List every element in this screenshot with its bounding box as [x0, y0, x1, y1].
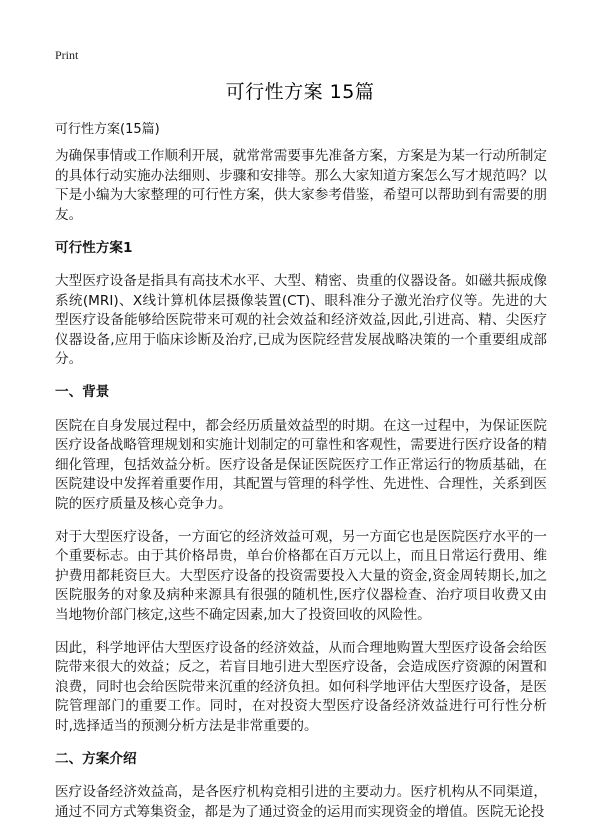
- section1-paragraph: 大型医疗设备是指具有高技术水平、大型、精密、贵重的仪器设备。如磁共振成像系统(MRI)、X线计算机体层摄像装置(CT)、眼科准分子激光治疗仪等。先进的大型医疗设备能够给医院带来可观的社会效益和经济效益,因此,引进高、精、尖医疗仪器设备,应用于临床诊断及治疗,已成为医院经营发展战略决策的一个重要组成部分。: [55, 273, 547, 368]
- print-label: Print: [55, 48, 79, 62]
- background-paragraph-2: 对于大型医疗设备，一方面它的经济效益可观，另一方面它也是医院医疗水平的一个重要标志。由于其价格昂贵，单台价格都在百万元以上，而且日常运行费用、维护费用都耗资巨大。大型医疗设备的投资需要投入大量的资金,资金周转期长,加之医院服务的对象及病种来源具有很强的随机性,医疗仪器检查、治疗项目收费又由当地物价部门核定,这些不确定因素,加大了投资回收的风险性。: [55, 528, 547, 623]
- background-paragraph-1: 医院在自身发展过程中，都会经历质量效益型的时期。在这一过程中，为保证医院医疗设备战略管理规划和实施计划制定的可靠性和客观性，需要进行医疗设备的精细化管理，包括效益分析。医疗设备是保证医院医疗工作正常运行的物质基础，在医院建设中发挥着重要作用，其配置与管理的科学性、先进性、合理性，关系到医院的医疗质量及核心竞争力。: [55, 417, 547, 512]
- background-heading: 一、背景: [55, 384, 110, 401]
- plan-intro-heading: 二、方案介绍: [55, 750, 137, 767]
- background-paragraph-3: 因此，科学地评估大型医疗设备的经济效益，从而合理地购置大型医疗设备会给医院带来很大的效益；反之，若盲目地引进大型医疗设备，会造成医疗资源的闲置和浪费，同时也会给医院带来沉重的经济负担。如何科学地评估大型医疗设备，是医院管理部门的重要工作。同时，在对投资大型医疗设备经济效益进行可行性分析时,选择适当的预测分析方法是非常重要的。: [55, 639, 547, 734]
- document-title: 可行性方案 15篇: [225, 81, 375, 103]
- plan-intro-paragraph: 医疗设备经济效益高，是各医疗机构竞相引进的主要动力。医疗机构从不同渠道，通过不同方式筹集资金，都是为了通过资金的运用而实现资金的增值。医院无论投: [55, 784, 547, 820]
- section1-heading: 可行性方案1: [55, 240, 133, 257]
- intro-paragraph: 为确保事情或工作顺利开展，就常常需要事先准备方案，方案是为某一行动所制定的具体行动实施办法细则、步骤和安排等。那么大家知道方案怎么写才规范吗？以下是小编为大家整理的可行性方案，供大家参考借鉴，希望可以帮助到有需要的朋友。: [55, 148, 547, 223]
- document-body: [55, 120, 547, 828]
- document-subtitle: 可行性方案(15篇): [55, 122, 160, 137]
